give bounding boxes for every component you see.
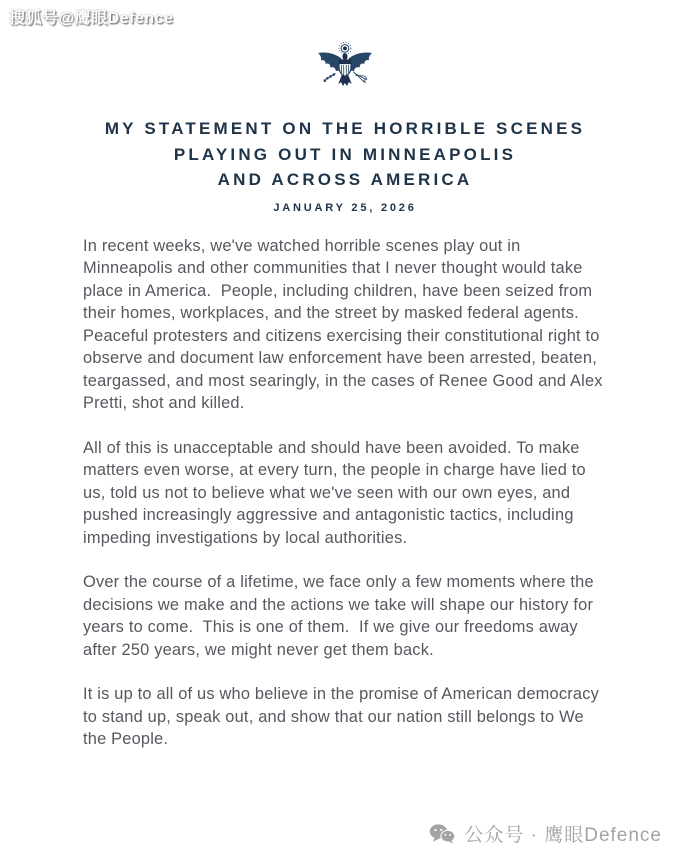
paragraph-4: It is up to all of us who believe in the promise of American democracy to stand up, speak out, and show that our nation still belongs to We the People. xyxy=(83,685,604,748)
paragraph-3: Over the course of a lifetime, we face only a few moments where the decisions we make and the actions we take will shape our history for years to come. This is one of them. If we give our freedoms away after 250 years, we might never get them back. xyxy=(83,573,599,659)
paragraph-2: All of this is unacceptable and should have been avoided. To make matters even worse, at every turn, the people in charge have lied to us, told us not to believe what we've seen with our own eyes, and pushed increasingly aggressive and antagonistic tactics, including impeding investigations by local authorities. xyxy=(83,438,591,547)
bottom-watermark xyxy=(429,820,662,847)
us-great-seal-icon xyxy=(314,40,376,98)
wechat-icon xyxy=(429,823,455,845)
title-line-3: AND ACROSS AMERICA xyxy=(217,170,473,189)
statement-title xyxy=(0,116,690,193)
top-watermark: 搜狐号@鹰眼Defence xyxy=(9,10,174,27)
statement-date: JANUARY 25, 2026 xyxy=(273,201,417,214)
bottom-watermark-label: 公众号 · 鹰眼Defence xyxy=(464,825,662,846)
title-line-2: PLAYING OUT IN MINNEAPOLIS xyxy=(173,144,517,164)
title-line-1: MY STATEMENT ON THE HORRIBLE SCENES xyxy=(104,119,586,138)
statement-body xyxy=(83,235,607,751)
paragraph-1: In recent weeks, we've watched horrible scenes play out in Minneapolis and other communities that I never thought would take place in America. People, including children, have been seized from their homes, workplaces, and the street by masked federal agents. Peaceful protesters and citizens exercising their constitutional right to observe and document law enforcement have been arrested, beaten, teargassed, and most searingly, in the cases of Renee Good and Alex Pretti, shot and killed. xyxy=(83,236,608,412)
